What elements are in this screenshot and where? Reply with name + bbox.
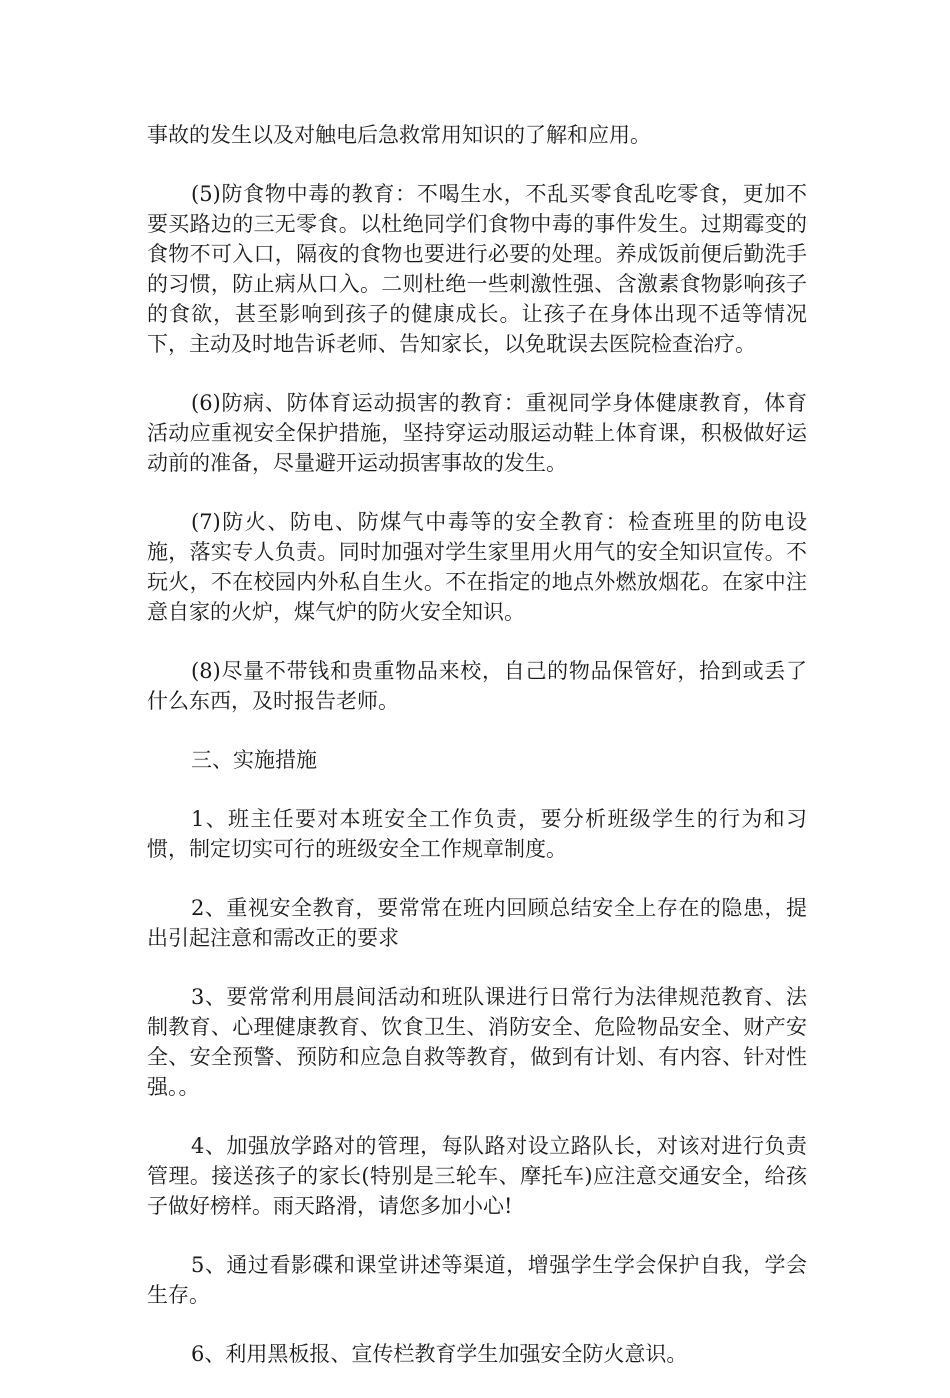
measure-item-2: 2、重视安全教育，要常常在班内回顾总结安全上存在的隐患，提出引起注意和需改正的要求 — [147, 896, 807, 950]
paragraph-valuables: (8)尽量不带钱和贵重物品来校，自己的物品保管好，拾到或丢了什么东西，及时报告老师。 — [147, 659, 807, 713]
measure-item-4: 4、加强放学路对的管理，每队路对设立路队长，对该对进行负责管理。接送孩子的家长(特别是三轮车、摩托车)应注意交通安全，给孩子做好榜样。雨天路滑，请您多加小心! — [147, 1134, 807, 1218]
measure-item-5: 5、通过看影碟和课堂讲述等渠道，增强学生学会保护自我，学会生存。 — [147, 1253, 807, 1307]
paragraph-food-poisoning: (5)防食物中毒的教育：不喝生水，不乱买零食乱吃零食，更加不要买路边的三无零食。以杜绝同学们食物中毒的事件发生。过期霉变的食物不可入口，隔夜的食物也要进行必要的处理。养成饭前便后勤洗手的习惯，防止病从口入。二则杜绝一些刺激性强、含激素食物影响孩子的食欲，甚至影响到孩子的健康成长。让孩子在身体出现不适等情况下，主动及时地告诉老师、告知家长，以免耽误去医院检查治疗。 — [147, 182, 807, 356]
measure-item-6: 6、利用黑板报、宣传栏教育学生加强安全防火意识。 — [191, 1342, 688, 1366]
paragraph-sports-injury: (6)防病、防体育运动损害的教育：重视同学身体健康教育，体育活动应重视安全保护措施，坚持穿运动服运动鞋上体育课，积极做好运动前的准备，尽量避开运动损害事故的发生。 — [147, 391, 807, 475]
measure-item-1: 1、班主任要对本班安全工作负责，要分析班级学生的行为和习惯，制定切实可行的班级安全工作规章制度。 — [147, 807, 807, 861]
paragraph-continuation: 事故的发生以及对触电后急救常用知识的了解和应用。 — [147, 123, 651, 147]
section-heading-measures: 三、实施措施 — [191, 748, 317, 772]
measure-item-3: 3、要常常利用晨间活动和班队课进行日常行为法律规范教育、法制教育、心理健康教育、饮食卫生、消防安全、危险物品安全、财产安全、安全预警、预防和应急自救等教育，做到有计划、有内容、针对性强。。 — [147, 985, 807, 1099]
paragraph-fire-electric-gas: (7)防火、防电、防煤气中毒等的安全教育：检查班里的防电设施，落实专人负责。同时加强对学生家里用火用气的安全知识宣传。不玩火，不在校园内外私自生火。不在指定的地点外燃放烟花。在家中注意自家的火炉，煤气炉的防火安全知识。 — [147, 510, 807, 624]
document-body — [147, 120, 807, 1398]
